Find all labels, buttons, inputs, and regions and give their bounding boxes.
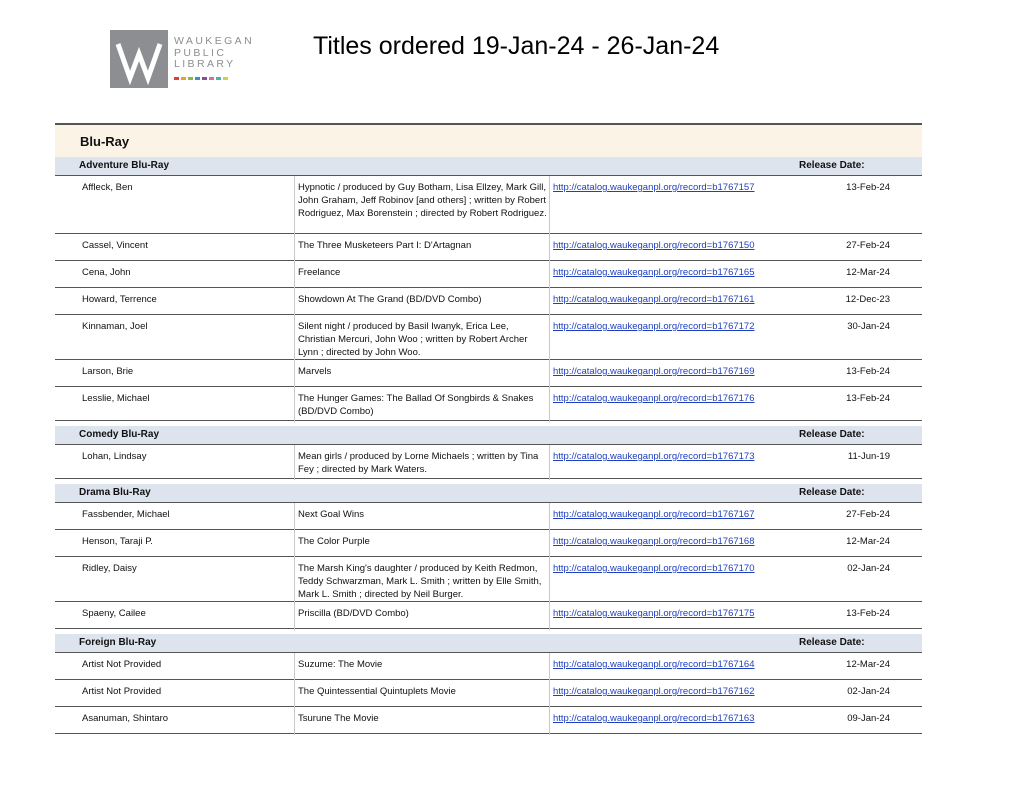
title-cell: Priscilla (BD/DVD Combo) — [298, 608, 409, 619]
format-heading — [55, 125, 922, 157]
artist-cell: Lesslie, Michael — [82, 393, 150, 404]
title-cell: Hypnotic / produced by Guy Botham, Lisa Ellzey, Mark Gill, John Graham, Jeff Robinov [and others] ; written by Robert Rodriguez, Max Borenstein ; directed by Robert Rodriguez. — [298, 182, 547, 219]
genre-name: Adventure Blu-Ray — [79, 160, 170, 171]
column-divider — [294, 653, 295, 681]
catalog-link[interactable]: http://catalog.waukeganpl.org/record=b1767164 — [553, 659, 755, 670]
artist-cell: Ridley, Daisy — [82, 563, 137, 574]
page-title: Titles ordered 19-Jan-24 - 26-Jan-24 — [313, 32, 720, 60]
title-cell: Showdown At The Grand (BD/DVD Combo) — [298, 294, 482, 305]
artist-cell: Artist Not Provided — [82, 659, 162, 670]
column-divider — [294, 707, 295, 735]
column-divider — [294, 557, 295, 603]
logo-dot — [181, 77, 186, 80]
titles-table — [55, 123, 922, 734]
catalog-link[interactable]: http://catalog.waukeganpl.org/record=b1767150 — [553, 240, 755, 251]
title-cell: The Quintessential Quintuplets Movie — [298, 686, 456, 697]
release-date-cell: 12-Mar-24 — [846, 267, 890, 278]
artist-cell: Spaeny, Cailee — [82, 608, 146, 619]
logo-dot — [188, 77, 193, 80]
column-divider — [549, 445, 550, 480]
release-date-cell: 30-Jan-24 — [847, 321, 890, 332]
artist-cell: Fassbender, Michael — [82, 509, 170, 520]
library-logo — [110, 30, 260, 88]
column-divider — [294, 261, 295, 289]
release-date-cell: 13-Feb-24 — [846, 366, 890, 377]
table-row — [55, 530, 922, 557]
column-divider — [549, 707, 550, 735]
column-divider — [294, 602, 295, 630]
catalog-link[interactable]: http://catalog.waukeganpl.org/record=b1767173 — [553, 451, 755, 462]
release-date-cell: 02-Jan-24 — [847, 686, 890, 697]
column-divider — [549, 234, 550, 262]
catalog-link[interactable]: http://catalog.waukeganpl.org/record=b1767167 — [553, 509, 755, 520]
title-cell: Marvels — [298, 366, 332, 377]
title-cell: Freelance — [298, 267, 341, 278]
title-cell: The Marsh King's daughter / produced by Keith Redmon, Teddy Schwarzman, Mark L. Smith ; written by Elle Smith, Mark L. Smith ; directed by Neil Burger. — [298, 563, 542, 600]
table-row — [55, 387, 922, 421]
genre-header — [55, 157, 922, 176]
logo-wordmark: WAUKEGAN PUBLIC LIBRARY — [174, 35, 255, 70]
catalog-link[interactable]: http://catalog.waukeganpl.org/record=b1767157 — [553, 182, 755, 193]
artist-cell: Larson, Brie — [82, 366, 134, 377]
logo-dot — [174, 77, 179, 80]
column-divider — [549, 530, 550, 558]
table-row — [55, 680, 922, 707]
title-cell: The Three Musketeers Part I: D'Artagnan — [298, 240, 472, 251]
release-date-header: Release Date: — [799, 637, 865, 648]
table-row — [55, 707, 922, 734]
column-divider — [549, 176, 550, 235]
column-divider — [294, 503, 295, 531]
genre-sections — [55, 157, 922, 734]
column-divider — [549, 261, 550, 289]
catalog-link[interactable]: http://catalog.waukeganpl.org/record=b1767176 — [553, 393, 755, 404]
column-divider — [294, 445, 295, 480]
column-divider — [549, 387, 550, 422]
logo-dot — [195, 77, 200, 80]
table-row — [55, 557, 922, 602]
table-row — [55, 503, 922, 530]
genre-name: Drama Blu-Ray — [79, 487, 151, 498]
table-row — [55, 234, 922, 261]
column-divider — [549, 315, 550, 361]
release-date-header: Release Date: — [799, 429, 865, 440]
artist-cell: Henson, Taraji P. — [82, 536, 153, 547]
genre-header — [55, 484, 922, 503]
table-row — [55, 315, 922, 360]
title-cell: Mean girls / produced by Lorne Michaels ; written by Tina Fey ; directed by Mark Waters. — [298, 451, 539, 475]
logo-dot — [223, 77, 228, 80]
release-date-cell: 02-Jan-24 — [847, 563, 890, 574]
column-divider — [294, 288, 295, 316]
column-divider — [294, 680, 295, 708]
table-row — [55, 288, 922, 315]
format-label: Blu-Ray — [80, 133, 130, 149]
release-date-cell: 11-Jun-19 — [847, 451, 890, 462]
catalog-link[interactable]: http://catalog.waukeganpl.org/record=b1767161 — [553, 294, 755, 305]
artist-cell: Lohan, Lindsay — [82, 451, 147, 462]
release-date-header: Release Date: — [799, 160, 865, 171]
column-divider — [294, 315, 295, 361]
release-date-cell: 27-Feb-24 — [846, 240, 890, 251]
title-cell: Silent night / produced by Basil Iwanyk, Erica Lee, Christian Mercuri, John Woo ; written by Robert Archer Lynn ; directed by John Woo. — [298, 321, 528, 358]
catalog-link[interactable]: http://catalog.waukeganpl.org/record=b1767175 — [553, 608, 755, 619]
title-cell: Suzume: The Movie — [298, 659, 383, 670]
column-divider — [549, 680, 550, 708]
column-divider — [549, 653, 550, 681]
release-date-cell: 09-Jan-24 — [847, 713, 890, 724]
release-date-cell: 12-Mar-24 — [846, 536, 890, 547]
column-divider — [549, 602, 550, 630]
catalog-link[interactable]: http://catalog.waukeganpl.org/record=b1767163 — [553, 713, 755, 724]
catalog-link[interactable]: http://catalog.waukeganpl.org/record=b1767172 — [553, 321, 755, 332]
release-date-cell: 13-Feb-24 — [846, 608, 890, 619]
artist-cell: Kinnaman, Joel — [82, 321, 148, 332]
column-divider — [294, 234, 295, 262]
release-date-cell: 13-Feb-24 — [846, 393, 890, 404]
artist-cell: Asanuman, Shintaro — [82, 713, 169, 724]
title-cell: The Hunger Games: The Ballad Of Songbirds & Snakes (BD/DVD Combo) — [298, 393, 534, 417]
release-date-cell: 27-Feb-24 — [846, 509, 890, 520]
title-cell: Next Goal Wins — [298, 509, 364, 520]
column-divider — [549, 360, 550, 388]
table-row — [55, 653, 922, 680]
release-date-header: Release Date: — [799, 487, 865, 498]
title-cell: Tsurune The Movie — [298, 713, 379, 724]
artist-cell: Cena, John — [82, 267, 131, 278]
artist-cell: Artist Not Provided — [82, 686, 162, 697]
logo-color-dots — [174, 77, 228, 80]
w-logo-mark — [110, 30, 168, 88]
table-row — [55, 445, 922, 479]
logo-dot — [209, 77, 214, 80]
release-date-cell: 12-Mar-24 — [846, 659, 890, 670]
catalog-link[interactable]: http://catalog.waukeganpl.org/record=b1767170 — [553, 563, 755, 574]
title-cell: The Color Purple — [298, 536, 370, 547]
logo-dot — [216, 77, 221, 80]
logo-dot — [202, 77, 207, 80]
artist-cell: Affleck, Ben — [82, 182, 133, 193]
catalog-link[interactable]: http://catalog.waukeganpl.org/record=b1767165 — [553, 267, 755, 278]
table-row — [55, 176, 922, 234]
table-row — [55, 602, 922, 629]
genre-header — [55, 426, 922, 445]
genre-header — [55, 634, 922, 653]
artist-cell: Cassel, Vincent — [82, 240, 148, 251]
column-divider — [294, 360, 295, 388]
artist-cell: Howard, Terrence — [82, 294, 157, 305]
catalog-link[interactable]: http://catalog.waukeganpl.org/record=b1767168 — [553, 536, 755, 547]
catalog-link[interactable]: http://catalog.waukeganpl.org/record=b1767169 — [553, 366, 755, 377]
column-divider — [294, 387, 295, 422]
column-divider — [549, 503, 550, 531]
catalog-link[interactable]: http://catalog.waukeganpl.org/record=b1767162 — [553, 686, 755, 697]
release-date-cell: 12-Dec-23 — [845, 294, 890, 305]
column-divider — [549, 288, 550, 316]
genre-name: Foreign Blu-Ray — [79, 637, 157, 648]
table-row — [55, 261, 922, 288]
column-divider — [294, 176, 295, 235]
release-date-cell: 13-Feb-24 — [846, 182, 890, 193]
table-row — [55, 360, 922, 387]
column-divider — [294, 530, 295, 558]
genre-name: Comedy Blu-Ray — [79, 429, 160, 440]
column-divider — [549, 557, 550, 603]
